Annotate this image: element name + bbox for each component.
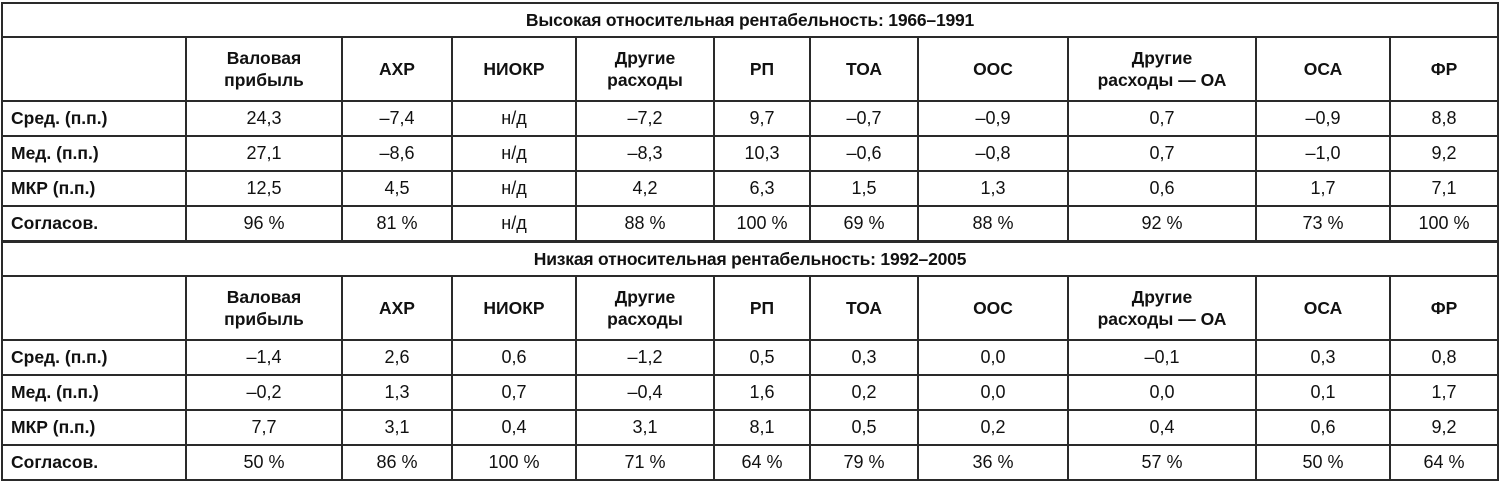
table-cell: –0,8	[918, 136, 1068, 171]
table-cell: 7,7	[186, 410, 342, 445]
header-corner-cell	[2, 37, 186, 101]
column-header-line: ФР	[1430, 298, 1458, 318]
table-cell: 50 %	[1256, 445, 1390, 480]
column-header	[1256, 276, 1390, 340]
header-corner-cell	[2, 276, 186, 340]
column-header-line: расходы	[607, 309, 683, 329]
table-cell: –1,4	[186, 340, 342, 375]
column-header	[576, 276, 714, 340]
table-cell: –0,7	[810, 101, 918, 136]
column-header	[1390, 37, 1498, 101]
table-cell: н/д	[452, 101, 576, 136]
table-cell: 0,5	[810, 410, 918, 445]
column-header	[918, 37, 1068, 101]
table-cell: –1,2	[576, 340, 714, 375]
table-cell: 79 %	[810, 445, 918, 480]
table-cell: 1,3	[342, 375, 452, 410]
column-header-line: ОСА	[1303, 59, 1343, 79]
row-label: Мед. (п.п.)	[2, 136, 186, 171]
column-header-line: ООС	[973, 298, 1013, 318]
column-header-line: расходы	[607, 70, 683, 90]
column-header	[452, 37, 576, 101]
column-header-line: РП	[749, 298, 775, 318]
column-header-line: прибыль	[224, 309, 304, 329]
table-cell: 3,1	[342, 410, 452, 445]
table-cell: 0,7	[1068, 136, 1256, 171]
table-cell: 1,7	[1256, 171, 1390, 206]
column-header-line: Валовая	[226, 287, 302, 307]
table-cell: 8,8	[1390, 101, 1498, 136]
section-title: Низкая относительная рентабельность: 1992–2005	[2, 242, 1498, 277]
column-header	[714, 37, 810, 101]
profitability-table-container	[1, 2, 1497, 481]
table-cell: 0,7	[452, 375, 576, 410]
table-cell: 2,6	[342, 340, 452, 375]
table-cell: 10,3	[714, 136, 810, 171]
column-header-line: Другие	[614, 48, 676, 68]
column-header-row	[2, 276, 1498, 340]
table-cell: 0,0	[918, 375, 1068, 410]
table-cell: 57 %	[1068, 445, 1256, 480]
table-cell: 3,1	[576, 410, 714, 445]
table-row	[2, 410, 1498, 445]
table-cell: 0,3	[810, 340, 918, 375]
table-cell: 86 %	[342, 445, 452, 480]
table-cell: 0,1	[1256, 375, 1390, 410]
row-label: МКР (п.п.)	[2, 171, 186, 206]
table-row	[2, 206, 1498, 242]
column-header	[1256, 37, 1390, 101]
table-cell: 12,5	[186, 171, 342, 206]
row-label: Сред. (п.п.)	[2, 340, 186, 375]
column-header-line: АХР	[379, 59, 415, 79]
column-header-line: ТОА	[845, 59, 883, 79]
column-header	[452, 276, 576, 340]
column-header	[1068, 276, 1256, 340]
table-cell: 88 %	[576, 206, 714, 242]
column-header	[186, 276, 342, 340]
profitability-table	[1, 2, 1499, 481]
column-header-line: НИОКР	[483, 59, 545, 79]
column-header-line: ОСА	[1303, 298, 1343, 318]
column-header-line: АХР	[379, 298, 415, 318]
column-header-line: РП	[749, 59, 775, 79]
table-row	[2, 101, 1498, 136]
column-header-line: прибыль	[224, 70, 304, 90]
table-cell: –1,0	[1256, 136, 1390, 171]
table-cell: –0,2	[186, 375, 342, 410]
table-cell: 9,2	[1390, 410, 1498, 445]
row-label: МКР (п.п.)	[2, 410, 186, 445]
table-cell: 0,6	[452, 340, 576, 375]
column-header	[576, 37, 714, 101]
column-header	[714, 276, 810, 340]
table-cell: 9,7	[714, 101, 810, 136]
table-cell: 0,8	[1390, 340, 1498, 375]
column-header-line: расходы — ОА	[1097, 70, 1227, 90]
table-cell: 69 %	[810, 206, 918, 242]
table-row	[2, 340, 1498, 375]
table-cell: 92 %	[1068, 206, 1256, 242]
table-cell: 100 %	[1390, 206, 1498, 242]
table-cell: 0,4	[452, 410, 576, 445]
table-cell: 1,6	[714, 375, 810, 410]
table-cell: –7,4	[342, 101, 452, 136]
table-cell: 88 %	[918, 206, 1068, 242]
table-cell: –7,2	[576, 101, 714, 136]
table-cell: 0,5	[714, 340, 810, 375]
table-cell: –8,3	[576, 136, 714, 171]
table-cell: 4,5	[342, 171, 452, 206]
table-cell: 8,1	[714, 410, 810, 445]
table-cell: 81 %	[342, 206, 452, 242]
table-cell: 1,5	[810, 171, 918, 206]
table-cell: –8,6	[342, 136, 452, 171]
table-cell: 36 %	[918, 445, 1068, 480]
column-header-line: расходы — ОА	[1097, 309, 1227, 329]
table-cell: –0,4	[576, 375, 714, 410]
table-cell: 0,2	[918, 410, 1068, 445]
column-header	[342, 276, 452, 340]
table-body	[2, 3, 1498, 480]
table-cell: 1,3	[918, 171, 1068, 206]
table-cell: 0,0	[1068, 375, 1256, 410]
table-cell: 0,4	[1068, 410, 1256, 445]
table-cell: н/д	[452, 206, 576, 242]
table-cell: 50 %	[186, 445, 342, 480]
table-cell: 0,2	[810, 375, 918, 410]
table-cell: 0,6	[1068, 171, 1256, 206]
column-header	[342, 37, 452, 101]
table-cell: 0,6	[1256, 410, 1390, 445]
table-cell: 71 %	[576, 445, 714, 480]
table-row	[2, 136, 1498, 171]
column-header	[1068, 37, 1256, 101]
column-header-line: Другие	[1131, 48, 1193, 68]
table-cell: 64 %	[1390, 445, 1498, 480]
table-cell: 1,7	[1390, 375, 1498, 410]
column-header-line: Другие	[1131, 287, 1193, 307]
column-header	[1390, 276, 1498, 340]
table-cell: –0,6	[810, 136, 918, 171]
column-header	[810, 276, 918, 340]
column-header-line: ТОА	[845, 298, 883, 318]
table-cell: 100 %	[452, 445, 576, 480]
column-header	[186, 37, 342, 101]
table-cell: –0,9	[1256, 101, 1390, 136]
column-header-row	[2, 37, 1498, 101]
row-label: Сред. (п.п.)	[2, 101, 186, 136]
table-cell: 73 %	[1256, 206, 1390, 242]
table-cell: 0,3	[1256, 340, 1390, 375]
section-title-row	[2, 3, 1498, 37]
table-cell: 64 %	[714, 445, 810, 480]
table-cell: н/д	[452, 171, 576, 206]
column-header-line: ООС	[973, 59, 1013, 79]
table-cell: 0,7	[1068, 101, 1256, 136]
table-row	[2, 375, 1498, 410]
section-title-row	[2, 242, 1498, 277]
table-row	[2, 171, 1498, 206]
table-row	[2, 445, 1498, 480]
table-cell: –0,9	[918, 101, 1068, 136]
column-header-line: Валовая	[226, 48, 302, 68]
table-cell: 0,0	[918, 340, 1068, 375]
table-cell: 7,1	[1390, 171, 1498, 206]
table-cell: н/д	[452, 136, 576, 171]
table-cell: 4,2	[576, 171, 714, 206]
column-header	[918, 276, 1068, 340]
table-cell: 6,3	[714, 171, 810, 206]
section-title: Высокая относительная рентабельность: 1966–1991	[2, 3, 1498, 37]
column-header-line: ФР	[1430, 59, 1458, 79]
table-cell: 96 %	[186, 206, 342, 242]
table-cell: 27,1	[186, 136, 342, 171]
row-label: Согласов.	[2, 206, 186, 242]
column-header-line: НИОКР	[483, 298, 545, 318]
row-label: Мед. (п.п.)	[2, 375, 186, 410]
table-cell: 9,2	[1390, 136, 1498, 171]
row-label: Согласов.	[2, 445, 186, 480]
column-header	[810, 37, 918, 101]
column-header-line: Другие	[614, 287, 676, 307]
table-cell: –0,1	[1068, 340, 1256, 375]
table-cell: 100 %	[714, 206, 810, 242]
table-cell: 24,3	[186, 101, 342, 136]
